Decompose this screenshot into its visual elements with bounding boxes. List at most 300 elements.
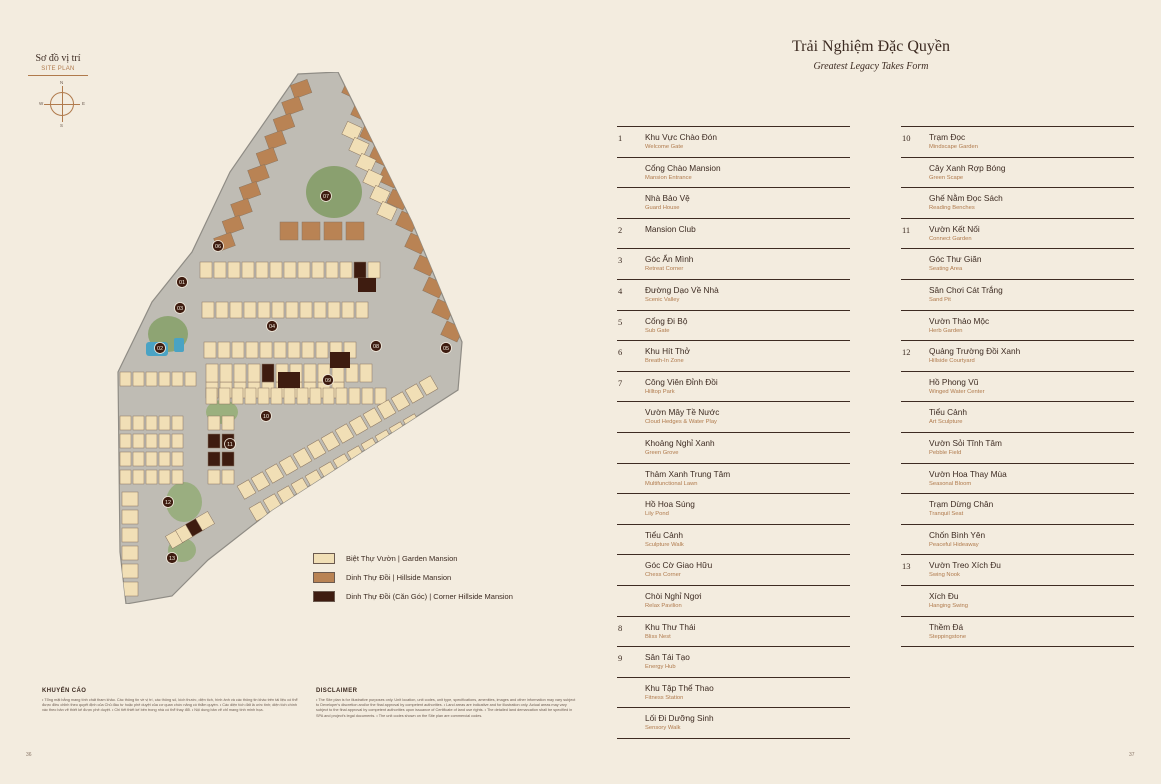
legend-swatch-hillside xyxy=(313,572,335,583)
amenity-name-en: Chess Corner xyxy=(645,572,681,579)
amenity-text xyxy=(645,372,718,402)
amenity-name-vi: Khu Thư Thái xyxy=(645,621,696,632)
amenity-row xyxy=(901,616,1134,647)
villa-lot xyxy=(234,364,246,382)
villa-lot xyxy=(122,528,138,542)
villa-lot xyxy=(122,510,138,524)
amenity-name-vi: Chốn Bình Yên xyxy=(929,529,986,540)
amenity-row xyxy=(901,126,1134,157)
villa-lot xyxy=(159,470,170,484)
villa-lot xyxy=(206,388,217,404)
amenity-number xyxy=(617,555,645,585)
amenity-name-en: Hanging Swing xyxy=(929,602,968,609)
villa-lot xyxy=(218,342,230,358)
amenity-marker-label: 01 xyxy=(178,280,186,286)
villa-lot xyxy=(208,470,220,484)
legend-item-corner xyxy=(313,587,513,605)
amenity-name-en: Green Scape xyxy=(929,174,964,181)
amenity-text xyxy=(645,158,721,188)
amenity-row xyxy=(617,218,850,249)
villa-lot xyxy=(244,302,256,318)
villa-lot xyxy=(246,342,258,358)
villa-lot xyxy=(202,302,214,318)
amenity-name-vi: Trạm Đọc xyxy=(929,132,966,142)
villa-lot xyxy=(204,342,216,358)
amenity-row xyxy=(901,340,1134,371)
amenity-name-vi: Hồ Phong Vũ xyxy=(929,376,979,387)
amenity-row xyxy=(901,157,1134,188)
amenity-text xyxy=(645,280,719,310)
villa-lot xyxy=(232,342,244,358)
amenity-name-en: Bliss Nest xyxy=(645,633,671,640)
amenity-name-vi: Góc Cờ Giao Hữu xyxy=(645,560,713,571)
amenity-number xyxy=(617,678,645,708)
villa-lot xyxy=(120,416,131,430)
amenity-text xyxy=(645,341,690,371)
amenity-text xyxy=(929,341,1020,371)
amenity-name-en: Swing Nook xyxy=(929,572,960,579)
amenity-row xyxy=(617,554,850,585)
amenity-row xyxy=(617,126,850,157)
villa-lot xyxy=(316,342,328,358)
page-number-right: 37 xyxy=(1129,752,1135,758)
amenity-number: 6 xyxy=(618,347,623,358)
left-page xyxy=(0,0,580,784)
amenity-name-vi: Cổng Chào Mansion xyxy=(645,162,721,173)
amenity-name-en: Tranquil Seat xyxy=(929,511,964,518)
legend-label-hillside: Dinh Thự Đồi | Hillside Mansion xyxy=(346,572,452,582)
amenity-number xyxy=(901,249,929,279)
villa-lot xyxy=(302,222,320,240)
villa-lot xyxy=(260,342,272,358)
villa-lot xyxy=(256,262,268,278)
amenity-name-en: Mansion Entrance xyxy=(645,174,692,181)
villa-lot xyxy=(324,222,342,240)
amenity-name-vi: Thảm Xanh Trung Tâm xyxy=(645,468,731,479)
amenity-name-vi: Thềm Đá xyxy=(929,621,964,632)
villa-lot xyxy=(356,302,368,318)
villa-lot xyxy=(159,372,170,386)
amenity-text xyxy=(929,494,993,524)
amenity-number xyxy=(901,280,929,310)
amenities-subtitle: Greatest Legacy Takes Form xyxy=(813,61,929,72)
legend-item-garden xyxy=(313,549,513,567)
site-plan-divider xyxy=(28,75,88,76)
amenity-text xyxy=(929,555,1001,585)
amenity-row xyxy=(617,463,850,494)
amenity-number xyxy=(901,158,929,188)
villa-lot xyxy=(159,416,170,430)
amenity-number xyxy=(901,311,929,341)
amenity-name-vi: Ghế Nằm Đọc Sách xyxy=(929,193,1003,204)
villa-lot xyxy=(323,388,334,404)
amenity-text xyxy=(929,249,981,279)
amenity-text xyxy=(645,433,715,463)
amenity-row xyxy=(617,646,850,677)
corner-villa-lot xyxy=(278,372,300,388)
amenity-text xyxy=(645,617,695,647)
amenities-column-2 xyxy=(901,126,1134,647)
villa-lot xyxy=(172,470,183,484)
amenity-number xyxy=(901,188,929,218)
right-page xyxy=(581,0,1161,784)
amenity-number: 4 xyxy=(618,285,623,296)
site-plan-subtitle: SITE PLAN xyxy=(41,66,75,72)
legend-swatch-garden xyxy=(313,553,335,564)
villa-lot xyxy=(297,388,308,404)
amenity-name-vi: Vườn Mây Tề Nước xyxy=(645,407,720,418)
amenity-row xyxy=(901,554,1134,585)
amenity-row xyxy=(901,310,1134,341)
amenity-name-vi: Sân Tái Tạo xyxy=(645,652,690,663)
villa-lot xyxy=(310,388,321,404)
villa-lot xyxy=(262,364,274,382)
amenity-row xyxy=(617,157,850,188)
amenity-name-en: Seasonal Bloom xyxy=(929,480,972,487)
villa-lot xyxy=(220,364,232,382)
corner-villa-lot xyxy=(330,352,350,368)
amenity-name-en: Sculpture Walk xyxy=(645,541,684,548)
amenity-text xyxy=(645,311,687,341)
legend-label-corner: Dinh Thự Đồi (Căn Góc) | Corner Hillside Mansion xyxy=(346,591,513,601)
villa-lot xyxy=(133,372,144,386)
legend-item-hillside xyxy=(313,568,513,586)
villa-lot xyxy=(172,452,183,466)
amenity-marker-label: 02 xyxy=(156,346,164,352)
villa-lot xyxy=(300,302,312,318)
amenity-text xyxy=(929,188,1003,218)
amenity-name-en: Sensory Walk xyxy=(645,725,681,732)
amenity-name-vi: Đường Dạo Về Nhà xyxy=(645,284,719,295)
amenity-name-vi: Vườn Thảo Mộc xyxy=(929,315,990,326)
amenity-row xyxy=(901,371,1134,402)
amenity-name-en: Sub Gate xyxy=(645,327,670,334)
amenity-row xyxy=(901,463,1134,494)
villa-lot xyxy=(122,492,138,506)
amenity-name-en: Reading Benches xyxy=(929,205,975,212)
villa-lot xyxy=(362,388,373,404)
amenity-number: 3 xyxy=(618,255,623,266)
amenity-name-en: Welcome Gate xyxy=(645,144,684,150)
amenity-number xyxy=(901,494,929,524)
villa-lot xyxy=(242,262,254,278)
amenity-name-vi: Khu Vực Chào Đón xyxy=(645,132,717,142)
amenity-text xyxy=(645,464,730,494)
villa-lot xyxy=(342,302,354,318)
amenity-name-en: Cloud Hedges & Water Play xyxy=(645,419,717,426)
amenity-name-en: Relax Pavilion xyxy=(645,602,682,609)
amenity-name-en: Winged Water Center xyxy=(929,388,985,395)
disclaimer-vi xyxy=(42,688,302,714)
amenity-name-en: Seating Area xyxy=(929,266,963,273)
legend-label-garden: Biệt Thự Vườn | Garden Mansion xyxy=(346,553,458,563)
amenity-marker-label: 06 xyxy=(214,244,222,250)
page-number-left: 36 xyxy=(26,752,32,758)
villa-lot xyxy=(368,262,380,278)
amenity-text xyxy=(645,402,719,432)
amenity-marker-label: 05 xyxy=(442,346,450,352)
villa-lot xyxy=(274,342,286,358)
amenity-row xyxy=(617,524,850,555)
amenity-name-vi: Vườn Hoa Thay Mùa xyxy=(929,468,1007,479)
amenity-row xyxy=(617,616,850,647)
amenity-marker-label: 09 xyxy=(324,378,332,384)
villa-lot xyxy=(172,372,183,386)
amenity-name-en: Multifunctional Lawn xyxy=(645,480,698,487)
amenity-name-vi: Lối Đi Dưỡng Sinh xyxy=(645,713,714,724)
amenity-row xyxy=(901,524,1134,555)
amenity-name-en: Steppingstone xyxy=(929,633,967,640)
villa-lot xyxy=(248,364,260,382)
amenity-number xyxy=(617,158,645,188)
amenities-column-1 xyxy=(617,126,850,739)
amenity-name-vi: Mansion Club xyxy=(645,223,696,234)
amenity-name-vi: Vườn Treo Xích Đu xyxy=(929,560,1001,571)
corner-villa-lot xyxy=(358,278,376,292)
amenity-number xyxy=(901,586,929,616)
villa-lot xyxy=(222,452,234,466)
site-plan-heading xyxy=(28,53,88,76)
amenity-name-vi: Góc Ẩn Mình xyxy=(645,254,694,265)
villa-lot xyxy=(340,262,352,278)
amenity-name-vi: Sân Chơi Cát Trắng xyxy=(929,284,1003,295)
amenity-row xyxy=(617,585,850,616)
villa-lot xyxy=(230,302,242,318)
villa-lot xyxy=(146,470,157,484)
villa-lot xyxy=(122,546,138,560)
amenity-number: 1 xyxy=(618,133,623,143)
amenity-name-vi: Xích Đu xyxy=(929,590,959,601)
amenity-number: 9 xyxy=(618,653,623,664)
villa-lot xyxy=(122,564,138,578)
villa-lot xyxy=(120,452,131,466)
compass-west: W xyxy=(39,101,44,106)
villa-lot xyxy=(258,388,269,404)
amenity-number: 8 xyxy=(618,622,623,633)
amenity-text xyxy=(929,158,1005,188)
amenity-text xyxy=(929,127,978,157)
legend-swatch-corner xyxy=(313,591,335,602)
amenity-name-en: Herb Garden xyxy=(929,327,963,334)
amenity-name-en: Green Grove xyxy=(645,449,679,456)
villa-lot xyxy=(288,342,300,358)
amenity-number: 5 xyxy=(618,316,623,327)
villa-lot xyxy=(271,388,282,404)
amenity-number: 11 xyxy=(902,224,911,235)
amenities-heading xyxy=(581,38,1161,72)
amenity-name-en: Lily Pond xyxy=(645,511,669,518)
villa-lot xyxy=(349,388,360,404)
disclaimer-en-title: DISCLAIMER xyxy=(316,688,358,694)
villa-lot xyxy=(146,372,157,386)
amenity-name-en: Art Sculpture xyxy=(929,419,963,426)
amenity-text xyxy=(929,219,980,249)
compass-axis-v xyxy=(62,86,63,122)
villa-lot xyxy=(232,388,243,404)
amenity-text xyxy=(929,311,989,341)
amenity-name-vi: Vườn Sỏi Tĩnh Tâm xyxy=(929,437,1002,448)
amenity-number xyxy=(617,525,645,555)
amenities-title: Trải Nghiệm Đặc Quyền xyxy=(791,38,951,55)
amenity-row xyxy=(617,401,850,432)
amenity-row xyxy=(901,401,1134,432)
villa-lot xyxy=(146,416,157,430)
amenity-row xyxy=(617,340,850,371)
amenity-name-en: Hillside Courtyard xyxy=(929,358,975,365)
amenity-text xyxy=(929,402,967,432)
amenity-name-vi: Vườn Kết Nối xyxy=(929,223,980,234)
villa-lot xyxy=(272,302,284,318)
amenity-row xyxy=(617,248,850,279)
amenity-row xyxy=(617,310,850,341)
amenity-text xyxy=(645,188,690,218)
villa-lot xyxy=(206,364,218,382)
amenity-name-vi: Chòi Nghỉ Ngơi xyxy=(645,590,702,601)
amenity-marker-label: 13 xyxy=(168,556,176,562)
amenity-row xyxy=(901,187,1134,218)
amenity-name-en: Breath-In Zone xyxy=(645,358,684,365)
amenity-number xyxy=(617,464,645,494)
villa-lot xyxy=(280,222,298,240)
amenity-name-en: Pebble Field xyxy=(929,449,962,456)
villa-lot xyxy=(120,470,131,484)
amenity-row xyxy=(901,432,1134,463)
villa-lot xyxy=(284,388,295,404)
amenity-text xyxy=(929,280,1003,310)
amenity-name-en: Sand Pit xyxy=(929,296,951,303)
amenity-name-vi: Khu Hít Thở xyxy=(645,346,690,357)
amenity-text xyxy=(645,555,712,585)
villa-lot xyxy=(328,302,340,318)
amenity-marker-label: 10 xyxy=(262,414,270,420)
amenity-number xyxy=(901,525,929,555)
villa-lot xyxy=(222,416,234,430)
amenity-number: 7 xyxy=(618,377,623,388)
villa-lot xyxy=(146,452,157,466)
amenity-number xyxy=(901,372,929,402)
amenity-text xyxy=(645,249,693,279)
compass-icon xyxy=(39,80,86,128)
amenity-row xyxy=(901,493,1134,524)
villa-lot xyxy=(208,452,220,466)
villa-lot xyxy=(133,434,144,448)
villa-lot xyxy=(120,372,131,386)
amenity-name-vi: Khu Tập Thể Thao xyxy=(645,682,714,693)
amenity-text xyxy=(645,708,714,738)
amenity-name-en: Hilltop Park xyxy=(645,388,675,395)
amenity-number xyxy=(617,708,645,738)
villa-lot xyxy=(208,416,220,430)
villa-lot xyxy=(172,416,183,430)
amenity-number xyxy=(617,433,645,463)
amenity-list-end-rule xyxy=(617,738,850,739)
amenity-text xyxy=(645,219,696,249)
villa-lot xyxy=(245,388,256,404)
villa-lot xyxy=(172,434,183,448)
amenity-name-en: Peaceful Hideaway xyxy=(929,541,979,548)
amenity-number xyxy=(617,494,645,524)
compass-east: E xyxy=(82,101,86,106)
amenity-name-vi: Công Viên Đỉnh Đồi xyxy=(645,376,718,387)
villa-lot xyxy=(159,452,170,466)
amenity-text xyxy=(645,127,717,157)
villa-lot xyxy=(346,222,364,240)
amenity-row xyxy=(901,279,1134,310)
villa-lot xyxy=(360,364,372,382)
amenity-number xyxy=(617,402,645,432)
amenity-name-vi: Góc Thư Giãn xyxy=(929,254,982,265)
villa-lot xyxy=(284,262,296,278)
amenity-name-vi: Trạm Dừng Chân xyxy=(929,499,994,510)
amenity-marker-label: 12 xyxy=(164,500,172,506)
amenity-name-en: Retreat Corner xyxy=(645,266,684,273)
amenity-number xyxy=(901,617,929,647)
amenity-marker-label: 11 xyxy=(227,442,233,448)
amenity-text xyxy=(645,586,702,616)
villa-lot xyxy=(336,388,347,404)
amenity-name-vi: Cây Xanh Rợp Bóng xyxy=(929,162,1006,173)
villa-lot xyxy=(159,434,170,448)
hilltop-park-green xyxy=(306,166,362,218)
amenity-text xyxy=(645,678,714,708)
amenity-row xyxy=(617,707,850,738)
amenity-row xyxy=(901,585,1134,616)
club-pool-2 xyxy=(174,338,184,352)
villa-lot xyxy=(214,262,226,278)
amenity-text xyxy=(929,433,1002,463)
amenity-name-en: Connect Garden xyxy=(929,235,972,242)
amenity-name-en: Fitness Station xyxy=(645,694,684,701)
villa-lot xyxy=(200,262,212,278)
amenity-number xyxy=(617,586,645,616)
amenity-name-vi: Hồ Hoa Súng xyxy=(645,499,695,510)
amenity-list-end-rule xyxy=(901,646,1134,647)
amenity-row xyxy=(617,187,850,218)
villa-lot xyxy=(120,434,131,448)
compass-south: S xyxy=(60,123,64,128)
amenity-row xyxy=(901,218,1134,249)
amenity-text xyxy=(929,372,985,402)
amenity-text xyxy=(645,494,695,524)
amenity-text xyxy=(929,617,966,647)
villa-lot xyxy=(185,372,196,386)
villa-lot xyxy=(286,302,298,318)
amenity-text xyxy=(645,525,684,555)
villa-lot xyxy=(258,302,270,318)
amenity-number: 13 xyxy=(902,561,911,572)
villa-lot xyxy=(302,342,314,358)
amenity-name-vi: Tiểu Cảnh xyxy=(929,407,967,418)
villa-lot xyxy=(146,434,157,448)
amenity-marker-label: 07 xyxy=(322,194,330,200)
amenity-name-en: Energy Hub xyxy=(645,664,676,671)
amenity-row xyxy=(617,677,850,708)
villa-lot xyxy=(133,452,144,466)
villa-lot xyxy=(208,434,220,448)
villa-lot xyxy=(222,470,234,484)
villa-lot xyxy=(354,262,366,278)
site-plan-title: Sơ đồ vị trí xyxy=(35,53,81,64)
amenity-name-en: Guard House xyxy=(645,205,680,212)
villa-lot xyxy=(219,388,230,404)
villa-lot xyxy=(216,302,228,318)
disclaimer-en xyxy=(316,688,576,719)
amenity-number xyxy=(617,188,645,218)
disclaimer-vi-text: • Tổng mặt bằng mang tính chất tham khảo. Các thông tin về vị trí, các thông số, kích thước, diện tích, hình ảnh và các thông tin khác trên tài liệu có thể được điều chỉnh theo quyết định của Chủ đầu tư hoặc phê duyệt của cơ quan chức năng có thẩm quyền. • Các diện tích đất là ước tính; diện tích chính xác theo bản vẽ thiết kế được phê duyệt. • Chi tiết thiết kế bên trong nhà có thể thay đổi. • Nội dung bản vẽ chỉ mang tính minh họa. xyxy=(42,698,298,713)
villa-lot xyxy=(133,416,144,430)
villa-lot xyxy=(312,262,324,278)
villa-lot xyxy=(270,262,282,278)
